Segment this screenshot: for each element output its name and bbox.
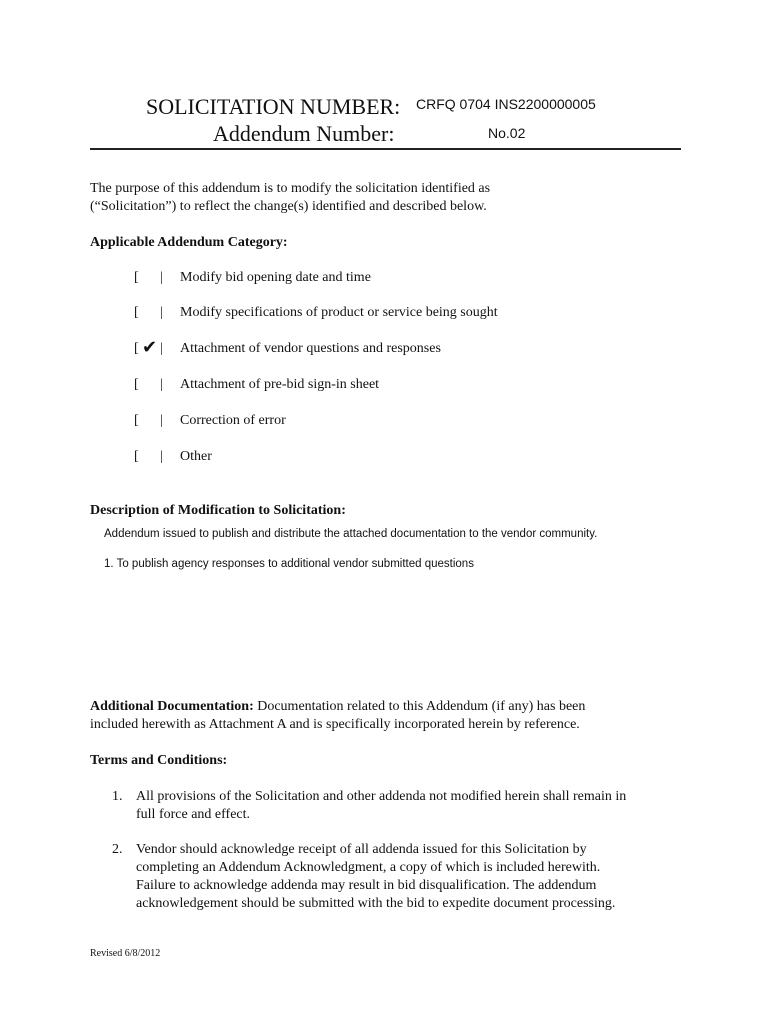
terms-item-line: acknowledgement should be submitted with the bid to expedite document processing. — [136, 896, 616, 911]
additional-doc-line-2: included herewith as Attachment A and is specifically incorporated herein by reference. — [90, 717, 580, 732]
solicitation-number-label: SOLICITATION NUMBER: — [146, 94, 401, 119]
checkbox-close-bracket: | — [160, 341, 163, 356]
intro-line-2: (“Solicitation”) to reflect the change(s) identified and described below. — [90, 199, 487, 214]
checkbox-close-bracket: | — [160, 449, 163, 464]
category-item-label: Attachment of vendor questions and responses — [180, 341, 441, 356]
terms-item-line: Vendor should acknowledge receipt of all addenda issued for this Solicitation by — [136, 842, 587, 857]
category-item-label: Modify specifications of product or service being sought — [180, 305, 498, 320]
description-line-2: 1. To publish agency responses to additional vendor submitted questions — [104, 558, 474, 570]
checkbox-open-bracket: [ — [134, 305, 139, 320]
header-divider — [90, 148, 681, 150]
check-mark-icon: ✔ — [142, 337, 158, 358]
solicitation-number-value: CRFQ 0704 INS2200000005 — [416, 96, 596, 112]
checkbox-open-bracket: [ — [134, 341, 139, 356]
additional-doc-heading: Additional Documentation: — [90, 699, 254, 714]
checkbox-close-bracket: | — [160, 270, 163, 285]
terms-item-line: All provisions of the Solicitation and other addenda not modified herein shall remain in — [136, 789, 627, 804]
additional-doc-line-1 — [90, 698, 585, 716]
checkbox-close-bracket: | — [160, 413, 163, 428]
terms-item-number: 1. — [112, 789, 123, 804]
terms-item-line: completing an Addendum Acknowledgment, a copy of which is included herewith. — [136, 860, 601, 875]
checkbox-close-bracket: | — [160, 377, 163, 392]
terms-item-line: Failure to acknowledge addenda may result in bid disqualification. The addendum — [136, 878, 597, 893]
checkbox-open-bracket: [ — [134, 377, 139, 392]
terms-heading: Terms and Conditions: — [90, 753, 228, 768]
checkbox-close-bracket: | — [160, 305, 163, 320]
checkbox-open-bracket: [ — [134, 449, 139, 464]
additional-doc-text: Documentation related to this Addendum (if any) has been — [257, 699, 586, 714]
addendum-number-label: Addendum Number: — [213, 121, 395, 146]
checkbox-open-bracket: [ — [134, 413, 139, 428]
checkbox-open-bracket: [ — [134, 270, 139, 285]
terms-item-number: 2. — [112, 842, 123, 857]
description-heading: Description of Modification to Solicitation: — [90, 503, 346, 518]
category-item-label: Attachment of pre-bid sign-in sheet — [180, 377, 380, 392]
category-item-label: Other — [180, 449, 212, 464]
addendum-number-value: No.02 — [488, 125, 526, 141]
revised-date: Revised 6/8/2012 — [90, 948, 161, 959]
description-line-1: Addendum issued to publish and distribute the attached documentation to the vendor community. — [104, 528, 598, 540]
category-heading: Applicable Addendum Category: — [90, 235, 288, 250]
category-item-label: Modify bid opening date and time — [180, 270, 371, 285]
category-item-label: Correction of error — [180, 413, 286, 428]
terms-item-line: full force and effect. — [136, 807, 251, 822]
intro-line-1: The purpose of this addendum is to modify the solicitation identified as — [90, 181, 491, 196]
